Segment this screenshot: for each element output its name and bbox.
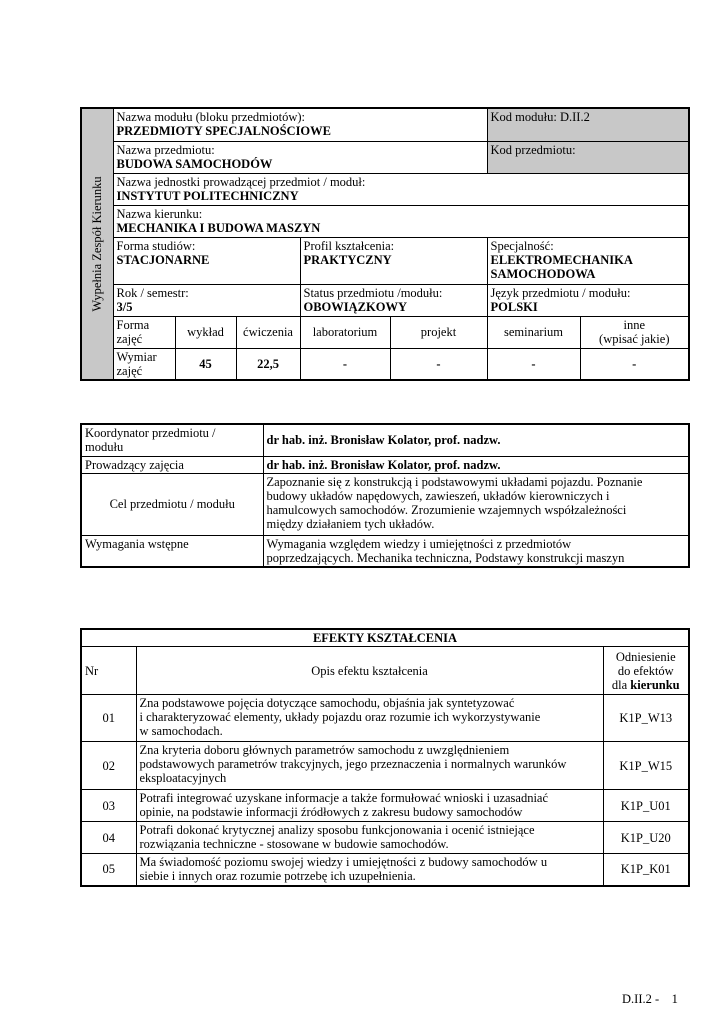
hours-laboratory: -	[300, 348, 390, 380]
hours-other: -	[580, 348, 689, 380]
unit-cell	[113, 173, 689, 205]
requirements-line: poprzedzających. Mechanika techniczna, Podstawy konstrukcji maszyn	[266, 550, 625, 565]
forms-label-2: zajęć	[116, 332, 143, 346]
outcome-ref: K1P_K01	[603, 854, 689, 886]
hours-label-2: zajęć	[116, 363, 143, 378]
specialty-label: Specjalność:	[490, 238, 554, 253]
outcome-line: Ma świadomość poziomu swojej wiedzy i umiejętności z budowy samochodów u	[139, 855, 548, 869]
outcome-row	[81, 695, 689, 742]
module-info-table	[80, 107, 690, 381]
coordinator-label-cell	[81, 424, 263, 456]
goal-line: Zapoznanie się z konstrukcją i podstawowymi układami pojazdu. Poznanie	[266, 474, 643, 489]
hours-label-cell	[113, 348, 175, 380]
module-name-label: Nazwa modułu (bloku przedmiotów):	[116, 110, 305, 124]
subject-name-value: BUDOWA SAMOCHODÓW	[116, 156, 273, 171]
outcome-line: opinie, na podstawie informacji źródłowych z zakresu budowy samochodów	[139, 805, 523, 819]
hours-seminar: -	[487, 348, 580, 380]
subject-name-label: Nazwa przedmiotu:	[116, 142, 215, 157]
form-exercises: ćwiczenia	[236, 316, 300, 348]
outcome-desc	[136, 695, 603, 742]
outcome-desc	[136, 822, 603, 854]
goal-label: Cel przedmiotu / modułu	[81, 473, 263, 535]
language-value: POLSKI	[490, 299, 538, 314]
outcome-ref: K1P_U01	[603, 790, 689, 822]
year-label: Rok / semestr:	[116, 285, 189, 300]
study-form-value: STACJONARNE	[116, 252, 210, 267]
coordinator-value: dr hab. inż. Bronisław Kolator, prof. nadzw.	[263, 424, 689, 456]
year-cell	[113, 284, 300, 316]
form-other-cell	[580, 316, 689, 348]
form-laboratory: laboratorium	[300, 316, 390, 348]
col-ref-1: Odniesienie	[615, 649, 676, 664]
status-label: Status przedmiotu /modułu:	[303, 285, 443, 300]
col-ref-3	[607, 678, 686, 692]
outcome-line: Zna kryteria doboru głównych parametrów samochodu z uwzględnieniem	[139, 743, 510, 757]
outcome-line: Potrafi dokonać krytycznej analizy sposobu funkcjonowania i ocenić istniejące	[139, 823, 535, 837]
hours-project: -	[390, 348, 487, 380]
profile-label: Profil kształcenia:	[303, 238, 395, 253]
forms-label-cell	[113, 316, 175, 348]
outcome-line: w samochodach.	[139, 724, 223, 738]
module-code: Kod modułu: D.II.2	[487, 108, 689, 141]
requirements-cell	[263, 535, 689, 567]
module-name-cell	[113, 108, 487, 141]
outcome-line: i charakteryzować elementy, układy pojazdu oraz rozumie ich wykorzystywanie	[139, 710, 541, 724]
outcome-nr: 04	[81, 822, 136, 854]
profile-cell	[300, 237, 487, 284]
unit-label: Nazwa jednostki prowadzącej przedmiot / moduł:	[116, 174, 366, 189]
form-other-2: (wpisać jakie)	[599, 332, 670, 346]
specialty-value-1: ELEKTROMECHANIKA	[490, 252, 633, 267]
field-cell	[113, 205, 689, 237]
outcome-ref: K1P_W13	[603, 695, 689, 742]
outcome-nr: 02	[81, 742, 136, 790]
outcome-row	[81, 822, 689, 854]
hours-exercises: 22,5	[236, 348, 300, 380]
outcome-nr: 05	[81, 854, 136, 886]
goal-cell	[263, 473, 689, 535]
form-other-1: inne	[623, 318, 646, 332]
col-desc-header: Opis efektu kształcenia	[136, 647, 603, 695]
subject-code: Kod przedmiotu:	[487, 141, 689, 173]
hours-label-1: Wymiar	[116, 349, 157, 364]
outcome-line: podstawowych parametrów trakcyjnych, jego przeznaczenia i normalnych warunków	[139, 757, 567, 771]
outcome-line: rozwiązania techniczne - stosowane w budowie samochodów.	[139, 837, 449, 851]
side-label-cell	[81, 108, 113, 380]
outcome-ref: K1P_W15	[603, 742, 689, 790]
coordinator-label-2: modułu	[85, 440, 124, 454]
lecturer-label: Prowadzący zajęcia	[81, 456, 263, 473]
unit-value: INSTYTUT POLITECHNICZNY	[116, 188, 299, 203]
status-cell	[300, 284, 487, 316]
language-label: Język przedmiotu / modułu:	[490, 285, 631, 300]
col-nr-header: Nr	[81, 647, 136, 695]
outcome-line: Potrafi integrować uzyskane informacje a także formułować wnioski i uzasadniać	[139, 791, 549, 805]
forms-label-1: Forma	[116, 318, 150, 332]
outcome-line: siebie i innych oraz rozumie potrzebę ich uzupełnienia.	[139, 869, 416, 883]
module-name-value: PRZEDMIOTY SPECJALNOŚCIOWE	[116, 124, 331, 138]
col-ref-2: do efektów	[617, 663, 674, 678]
page-footer: D.II.2 - 1	[622, 992, 678, 1006]
language-cell	[487, 284, 689, 316]
goal-line: hamulcowych samochodów. Zrozumienie wzajemnych współzależności	[266, 502, 627, 517]
study-form-label: Forma studiów:	[116, 238, 196, 253]
outcome-nr: 01	[81, 695, 136, 742]
col-ref-3b: kierunku	[630, 677, 680, 692]
col-ref-3a: dla	[611, 677, 631, 692]
field-label: Nazwa kierunku:	[116, 206, 203, 221]
study-form-cell	[113, 237, 300, 284]
outcome-line: Zna podstawowe pojęcia dotyczące samochodu, objaśnia jak syntetyzować	[139, 696, 515, 710]
side-label: Wypełnia Zespół Kierunku	[90, 176, 105, 312]
form-lecture: wykład	[175, 316, 236, 348]
subject-name-cell	[113, 141, 487, 173]
goal-line: budowy układów napędowych, zawieszeń, układów kierowniczych i	[266, 488, 610, 503]
requirements-line: Wymagania względem wiedzy i umiejętności z przedmiotów	[266, 536, 572, 551]
outcome-desc	[136, 742, 603, 790]
outcomes-title: EFEKTY KSZTAŁCENIA	[81, 629, 689, 647]
specialty-value-2: SAMOCHODOWA	[490, 266, 596, 281]
lecturer-value: dr hab. inż. Bronisław Kolator, prof. nadzw.	[263, 456, 689, 473]
col-ref-header	[603, 647, 689, 695]
form-project: projekt	[390, 316, 487, 348]
year-value: 3/5	[116, 299, 133, 314]
outcome-row	[81, 854, 689, 886]
outcomes-table	[80, 628, 690, 887]
outcome-line: eksploatacyjnych	[139, 771, 227, 785]
status-value: OBOWIĄZKOWY	[303, 299, 407, 314]
outcome-ref: K1P_U20	[603, 822, 689, 854]
goal-line: między działaniem tych układów.	[266, 516, 435, 531]
hours-lecture: 45	[175, 348, 236, 380]
coordinator-label-1: Koordynator przedmiotu /	[85, 426, 216, 440]
outcome-row	[81, 790, 689, 822]
outcome-desc	[136, 854, 603, 886]
outcome-row	[81, 742, 689, 790]
profile-value: PRAKTYCZNY	[303, 252, 392, 267]
outcome-desc	[136, 790, 603, 822]
requirements-label: Wymagania wstępne	[81, 535, 263, 567]
outcome-nr: 03	[81, 790, 136, 822]
field-value: MECHANIKA I BUDOWA MASZYN	[116, 220, 321, 235]
specialty-cell	[487, 237, 689, 284]
form-seminar: seminarium	[487, 316, 580, 348]
staff-table	[80, 423, 690, 568]
